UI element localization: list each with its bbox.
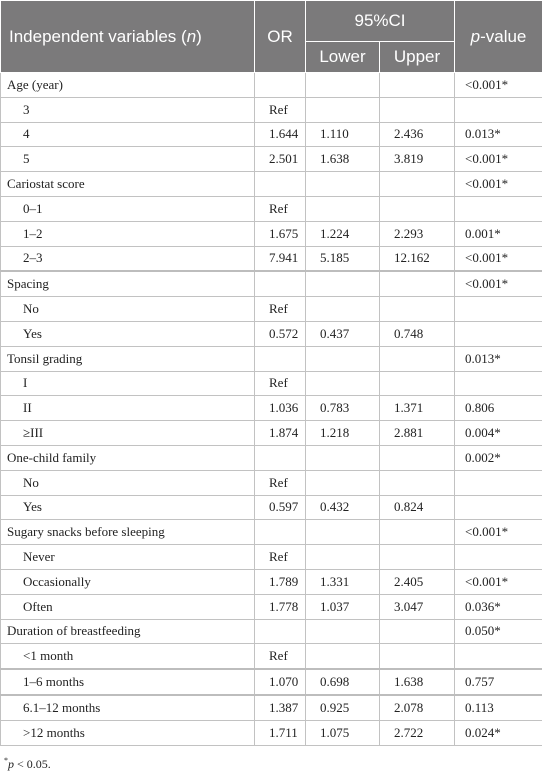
header-95ci: 95%CI bbox=[306, 1, 455, 42]
cell-or: 1.644 bbox=[255, 122, 306, 147]
table-row bbox=[1, 246, 542, 271]
cell-p-value bbox=[455, 297, 542, 322]
cell-p-value: <0.001* bbox=[455, 172, 542, 197]
cell-lower bbox=[306, 470, 380, 495]
cell-lower: 1.075 bbox=[306, 720, 380, 745]
row-label: No bbox=[1, 470, 255, 495]
cell-or: Ref bbox=[255, 470, 306, 495]
cell-or: 7.941 bbox=[255, 246, 306, 271]
cell-lower bbox=[306, 371, 380, 396]
cell-upper bbox=[380, 346, 455, 371]
table-row bbox=[1, 97, 542, 122]
cell-upper: 2.722 bbox=[380, 720, 455, 745]
row-label: Yes bbox=[1, 495, 255, 520]
row-label: Yes bbox=[1, 321, 255, 346]
cell-or: 1.036 bbox=[255, 396, 306, 421]
table-row bbox=[1, 594, 542, 619]
cell-lower: 1.638 bbox=[306, 147, 380, 172]
row-label: Tonsil grading bbox=[1, 346, 255, 371]
cell-upper bbox=[380, 196, 455, 221]
row-label: Occasionally bbox=[1, 569, 255, 594]
cell-upper bbox=[380, 619, 455, 644]
row-label: Sugary snacks before sleeping bbox=[1, 520, 255, 545]
cell-upper: 2.293 bbox=[380, 221, 455, 246]
cell-or: 0.597 bbox=[255, 495, 306, 520]
cell-lower bbox=[306, 73, 380, 98]
cell-p-value bbox=[455, 545, 542, 570]
row-label: Never bbox=[1, 545, 255, 570]
cell-upper: 2.078 bbox=[380, 695, 455, 720]
row-label: 1–6 months bbox=[1, 669, 255, 695]
cell-p-value: 0.113 bbox=[455, 695, 542, 720]
cell-p-value: <0.001* bbox=[455, 147, 542, 172]
header-or: OR bbox=[255, 1, 306, 73]
cell-lower: 1.218 bbox=[306, 421, 380, 446]
cell-lower: 0.783 bbox=[306, 396, 380, 421]
cell-lower: 0.432 bbox=[306, 495, 380, 520]
row-label: Age (year) bbox=[1, 73, 255, 98]
table-row bbox=[1, 371, 542, 396]
cell-lower: 0.698 bbox=[306, 669, 380, 695]
cell-upper bbox=[380, 297, 455, 322]
table-row bbox=[1, 470, 542, 495]
cell-or bbox=[255, 172, 306, 197]
cell-or: Ref bbox=[255, 196, 306, 221]
cell-p-value bbox=[455, 321, 542, 346]
footnote: *p < 0.05. bbox=[4, 756, 51, 771]
cell-or bbox=[255, 445, 306, 470]
cell-or: 1.387 bbox=[255, 695, 306, 720]
table-row bbox=[1, 445, 542, 470]
row-label: 1–2 bbox=[1, 221, 255, 246]
cell-p-value bbox=[455, 495, 542, 520]
cell-or: 1.778 bbox=[255, 594, 306, 619]
cell-lower bbox=[306, 346, 380, 371]
row-label: I bbox=[1, 371, 255, 396]
cell-lower: 0.437 bbox=[306, 321, 380, 346]
cell-upper: 1.638 bbox=[380, 669, 455, 695]
table-header bbox=[1, 1, 542, 73]
row-label: ≥III bbox=[1, 421, 255, 446]
cell-p-value bbox=[455, 470, 542, 495]
cell-p-value: 0.036* bbox=[455, 594, 542, 619]
cell-lower: 1.110 bbox=[306, 122, 380, 147]
cell-p-value: 0.757 bbox=[455, 669, 542, 695]
cell-or: Ref bbox=[255, 297, 306, 322]
header-upper: Upper bbox=[380, 42, 455, 73]
cell-upper: 0.824 bbox=[380, 495, 455, 520]
table-row bbox=[1, 196, 542, 221]
table-row bbox=[1, 122, 542, 147]
row-label: Spacing bbox=[1, 271, 255, 296]
cell-p-value bbox=[455, 644, 542, 669]
row-label: 4 bbox=[1, 122, 255, 147]
row-label: >12 months bbox=[1, 720, 255, 745]
cell-p-value: 0.024* bbox=[455, 720, 542, 745]
cell-or bbox=[255, 271, 306, 296]
row-label: Often bbox=[1, 594, 255, 619]
table-row bbox=[1, 346, 542, 371]
cell-upper: 2.881 bbox=[380, 421, 455, 446]
table-row bbox=[1, 695, 542, 720]
cell-or bbox=[255, 346, 306, 371]
cell-upper bbox=[380, 644, 455, 669]
cell-upper bbox=[380, 97, 455, 122]
cell-upper bbox=[380, 271, 455, 296]
table-row bbox=[1, 172, 542, 197]
cell-p-value: 0.013* bbox=[455, 122, 542, 147]
table-row bbox=[1, 720, 542, 745]
cell-lower bbox=[306, 172, 380, 197]
table-row bbox=[1, 669, 542, 695]
cell-upper bbox=[380, 520, 455, 545]
table-row bbox=[1, 271, 542, 296]
cell-lower bbox=[306, 545, 380, 570]
table-row bbox=[1, 396, 542, 421]
cell-p-value: <0.001* bbox=[455, 271, 542, 296]
cell-or: 1.789 bbox=[255, 569, 306, 594]
cell-upper: 1.371 bbox=[380, 396, 455, 421]
table-row bbox=[1, 569, 542, 594]
table-row bbox=[1, 619, 542, 644]
cell-p-value: 0.002* bbox=[455, 445, 542, 470]
table-row bbox=[1, 545, 542, 570]
header-independent-variables: Independent variables (n) bbox=[1, 1, 255, 73]
cell-or bbox=[255, 73, 306, 98]
row-label: 5 bbox=[1, 147, 255, 172]
cell-or: 1.711 bbox=[255, 720, 306, 745]
cell-p-value: 0.004* bbox=[455, 421, 542, 446]
cell-upper bbox=[380, 470, 455, 495]
table-row bbox=[1, 495, 542, 520]
table-row bbox=[1, 421, 542, 446]
cell-or: 1.070 bbox=[255, 669, 306, 695]
cell-p-value: 0.050* bbox=[455, 619, 542, 644]
row-label: Cariostat score bbox=[1, 172, 255, 197]
cell-p-value bbox=[455, 196, 542, 221]
cell-upper bbox=[380, 73, 455, 98]
cell-upper: 12.162 bbox=[380, 246, 455, 271]
row-label: <1 month bbox=[1, 644, 255, 669]
cell-or: 1.874 bbox=[255, 421, 306, 446]
cell-upper bbox=[380, 545, 455, 570]
cell-lower bbox=[306, 619, 380, 644]
cell-lower bbox=[306, 445, 380, 470]
cell-upper bbox=[380, 371, 455, 396]
row-label: No bbox=[1, 297, 255, 322]
cell-p-value: 0.013* bbox=[455, 346, 542, 371]
table-row bbox=[1, 644, 542, 669]
cell-p-value: <0.001* bbox=[455, 569, 542, 594]
cell-p-value: 0.001* bbox=[455, 221, 542, 246]
table-row bbox=[1, 221, 542, 246]
cell-or: Ref bbox=[255, 97, 306, 122]
table-row bbox=[1, 147, 542, 172]
header-p-value: p-value bbox=[455, 1, 542, 73]
cell-p-value: <0.001* bbox=[455, 246, 542, 271]
cell-p-value: <0.001* bbox=[455, 520, 542, 545]
cell-p-value bbox=[455, 371, 542, 396]
cell-lower: 0.925 bbox=[306, 695, 380, 720]
cell-or: Ref bbox=[255, 644, 306, 669]
row-label: One-child family bbox=[1, 445, 255, 470]
cell-lower: 1.331 bbox=[306, 569, 380, 594]
cell-or bbox=[255, 619, 306, 644]
cell-upper: 2.436 bbox=[380, 122, 455, 147]
cell-upper bbox=[380, 445, 455, 470]
table-body bbox=[1, 73, 542, 746]
cell-or: Ref bbox=[255, 371, 306, 396]
cell-or bbox=[255, 520, 306, 545]
row-label: 0–1 bbox=[1, 196, 255, 221]
cell-lower: 5.185 bbox=[306, 246, 380, 271]
cell-upper: 2.405 bbox=[380, 569, 455, 594]
row-label: 2–3 bbox=[1, 246, 255, 271]
table-row bbox=[1, 520, 542, 545]
cell-lower bbox=[306, 196, 380, 221]
cell-upper: 3.819 bbox=[380, 147, 455, 172]
row-label: II bbox=[1, 396, 255, 421]
cell-upper: 0.748 bbox=[380, 321, 455, 346]
cell-lower bbox=[306, 644, 380, 669]
header-lower: Lower bbox=[306, 42, 380, 73]
cell-or: 1.675 bbox=[255, 221, 306, 246]
cell-lower: 1.037 bbox=[306, 594, 380, 619]
cell-p-value: 0.806 bbox=[455, 396, 542, 421]
cell-or: Ref bbox=[255, 545, 306, 570]
cell-or: 2.501 bbox=[255, 147, 306, 172]
table-row bbox=[1, 73, 542, 98]
cell-upper bbox=[380, 172, 455, 197]
cell-lower bbox=[306, 97, 380, 122]
cell-lower bbox=[306, 297, 380, 322]
cell-upper: 3.047 bbox=[380, 594, 455, 619]
cell-lower: 1.224 bbox=[306, 221, 380, 246]
cell-or: 0.572 bbox=[255, 321, 306, 346]
cell-p-value: <0.001* bbox=[455, 73, 542, 98]
row-label: 6.1–12 months bbox=[1, 695, 255, 720]
cell-lower bbox=[306, 271, 380, 296]
cell-p-value bbox=[455, 97, 542, 122]
table-row bbox=[1, 297, 542, 322]
row-label: Duration of breastfeeding bbox=[1, 619, 255, 644]
table-row bbox=[1, 321, 542, 346]
cell-lower bbox=[306, 520, 380, 545]
row-label: 3 bbox=[1, 97, 255, 122]
